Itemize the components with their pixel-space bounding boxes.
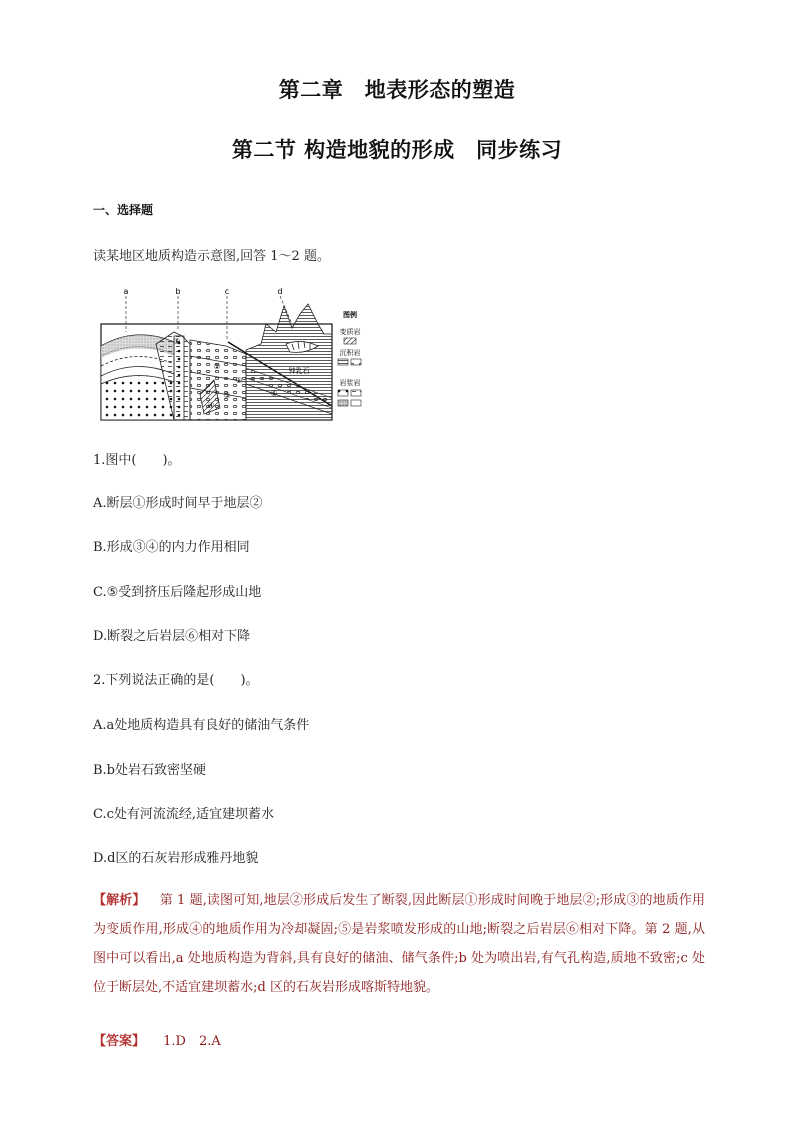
question-1-option-c: C.⑤受到挤压后隆起形成山地	[93, 585, 262, 600]
question-2-stem: 2.下列说法正确的是( )。	[93, 673, 259, 688]
diagram-label-a: a	[123, 287, 129, 296]
legend-title: 图例	[343, 311, 357, 319]
question-1-stem: 1.图中( )。	[93, 453, 181, 468]
diagram-label-b: b	[175, 287, 181, 296]
answer-text: 1.D 2.A	[163, 1034, 221, 1049]
geologic-diagram	[96, 284, 371, 424]
diagram-label-d: d	[277, 287, 283, 296]
legend-swatch-igneous-4	[351, 400, 361, 406]
question-2-option-c: C.c处有河流流经,适宜建坝蓄水	[93, 807, 275, 822]
legend-swatch-metamorphic	[344, 338, 356, 344]
diagram-num-3: ③	[223, 391, 231, 400]
diagram-num-4: ④	[207, 401, 215, 410]
question-2-option-d: D.d区的石灰岩形成雅丹地貌	[93, 851, 259, 866]
legend-sedimentary: 沉积岩	[339, 349, 361, 357]
section-title: 第二节 构造地貌的形成 同步练习	[231, 138, 563, 162]
diagram-num-2: ②	[213, 362, 221, 371]
diagram-num-6: ⑥	[270, 389, 278, 398]
diagram-num-1: ①	[235, 376, 243, 385]
intro-text: 读某地区地质构造示意图,回答 1～2 题。	[93, 249, 330, 264]
chapter-title: 第二章 地表形态的塑造	[278, 78, 516, 102]
legend-swatch-sedimentary-2	[351, 359, 361, 365]
analysis-block	[93, 886, 705, 1002]
question-2-option-a: A.a处地质构造具有良好的储油气条件	[93, 718, 310, 733]
question-1-option-a: A.断层①形成时间早于地层②	[93, 496, 263, 511]
legend-swatch-igneous-2	[351, 390, 361, 396]
question-2-option-b: B.b处岩石致密坚硬	[93, 763, 207, 778]
legend-swatch-igneous-1	[338, 390, 348, 396]
question-1-option-d: D.断裂之后岩层⑥相对下降	[93, 629, 251, 644]
cave-label: 钟乳石	[288, 367, 310, 375]
analysis-tag: 【解析】	[93, 893, 146, 908]
analysis-text: 第 1 题,读图可知,地层②形成后发生了断裂,因此断层①形成时间晚于地层②;形成③的地质作用为变质作用,形成④的地质作用为冷却凝固;⑤是岩浆喷发形成的山地;断裂之后岩层⑥相对下降。第 2 题,从图中可以看出,a 处地质构造为背斜,具有良好的储油、储气条件;b 处为喷出岩,有气孔构造,质地不致密;c 处位于断层处,不适宜建坝蓄水;d 区的石灰岩形成喀斯特地貌。	[93, 893, 705, 995]
answer-tag: 【答案】	[93, 1034, 146, 1049]
legend-metamorphic: 变质岩	[339, 328, 361, 336]
question-1-option-b: B.形成③④的内力作用相同	[93, 540, 250, 555]
legend-igneous: 岩浆岩	[339, 379, 361, 387]
diagram-num-5: ⑤	[173, 337, 181, 346]
part-heading: 一、选择题	[93, 203, 154, 217]
diagram-label-c: c	[224, 287, 230, 296]
legend-swatch-igneous-3	[338, 400, 348, 406]
legend-swatch-sedimentary-1	[338, 359, 348, 365]
answer-block	[93, 1030, 221, 1049]
